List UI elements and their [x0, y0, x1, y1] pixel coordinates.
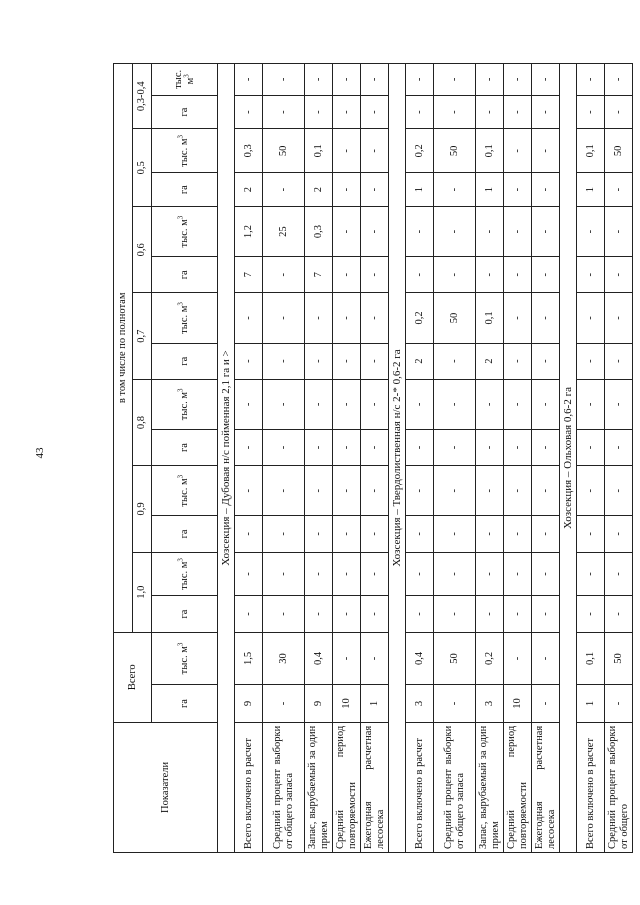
density-group-header: в том числе по полнотам: [114, 64, 133, 633]
table-cell: -: [434, 95, 476, 129]
table-cell: -: [263, 685, 305, 723]
table-cell: 30: [263, 632, 305, 685]
table-row: [504, 64, 532, 853]
table-cell: -: [504, 596, 532, 632]
table-cell: -: [263, 343, 305, 379]
table-row: [263, 64, 305, 853]
table-cell: -: [333, 516, 361, 552]
table-cell: -: [333, 95, 361, 129]
section-title: Хозсекция – Ольховая 0,6-2 га: [560, 64, 577, 853]
table-cell: -: [333, 173, 361, 207]
table-cell: 1: [476, 173, 504, 207]
row-label: Запас, вырубаемый за один прием: [305, 722, 333, 852]
unit-volume-header: тыс. $м^3$: [152, 64, 218, 96]
table-cell: -: [504, 64, 532, 96]
unit-volume-header: тыс. $м^3$: [152, 293, 218, 343]
unit-volume-header: тыс. $м^3$: [152, 379, 218, 429]
table-cell: 2: [305, 173, 333, 207]
table-cell: 0,4: [305, 632, 333, 685]
table-cell: 9: [235, 685, 263, 723]
table-cell: -: [235, 429, 263, 465]
table-cell: -: [333, 207, 361, 257]
table-cell: -: [333, 257, 361, 293]
rotated-table-frame: [113, 63, 630, 853]
table-cell: -: [434, 516, 476, 552]
table-cell: -: [406, 257, 434, 293]
table-cell: -: [263, 596, 305, 632]
table-cell: -: [504, 429, 532, 465]
table-cell: -: [361, 257, 389, 293]
table-cell: -: [577, 429, 605, 465]
table-cell: -: [504, 379, 532, 429]
table-cell: -: [361, 95, 389, 129]
unit-ha-header: га: [152, 516, 218, 552]
table-cell: -: [504, 207, 532, 257]
table-cell: -: [504, 466, 532, 516]
table-cell: -: [305, 293, 333, 343]
section-row: [560, 64, 577, 853]
table-cell: -: [333, 379, 361, 429]
table-cell: -: [406, 466, 434, 516]
table-cell: -: [532, 632, 560, 685]
unit-ha-header: га: [152, 685, 218, 723]
table-cell: -: [263, 379, 305, 429]
table-cell: -: [305, 95, 333, 129]
table-body: [218, 64, 633, 853]
section-title: Хозсекция – Дубовая н/с пойменная 2,1 га и >: [218, 64, 235, 853]
section-title: Хозсекция – Твердолиственная н/с 2-* 0,6-2 га: [389, 64, 406, 853]
table-cell: -: [333, 429, 361, 465]
table-cell: -: [605, 343, 633, 379]
table-cell: -: [434, 207, 476, 257]
table-cell: -: [532, 466, 560, 516]
density-class-header: 0,8: [133, 379, 152, 465]
row-label: Ежегодная расчетная лесосека: [532, 722, 560, 852]
table-cell: -: [532, 257, 560, 293]
table-cell: -: [434, 552, 476, 596]
table-cell: -: [605, 429, 633, 465]
table-cell: -: [406, 429, 434, 465]
table-cell: -: [476, 379, 504, 429]
table-cell: 7: [235, 257, 263, 293]
table-cell: -: [504, 632, 532, 685]
unit-volume-header: тыс. $м^3$: [152, 129, 218, 173]
table-cell: -: [476, 95, 504, 129]
table-cell: -: [605, 293, 633, 343]
table-cell: -: [504, 173, 532, 207]
table-cell: -: [263, 516, 305, 552]
table-cell: -: [476, 466, 504, 516]
row-label: Средний период повторяемости: [504, 722, 532, 852]
table-cell: -: [406, 64, 434, 96]
row-label: Запас, вырубаемый за один прием: [476, 722, 504, 852]
unit-ha-header: га: [152, 429, 218, 465]
table-cell: -: [434, 64, 476, 96]
table-cell: -: [532, 343, 560, 379]
table-cell: 1: [577, 685, 605, 723]
table-cell: -: [305, 552, 333, 596]
table-cell: -: [263, 293, 305, 343]
table-cell: -: [235, 379, 263, 429]
table-cell: -: [333, 632, 361, 685]
row-label: Средний процент выборки от общего запаса: [263, 722, 305, 852]
table-cell: -: [263, 64, 305, 96]
table-cell: -: [333, 552, 361, 596]
table-cell: -: [532, 429, 560, 465]
unit-volume-header: тыс. $м^3$: [152, 207, 218, 257]
table-row: [305, 64, 333, 853]
row-label: Средний период повторяемости: [333, 722, 361, 852]
table-cell: 0,1: [476, 293, 504, 343]
allowable-cut-table: [113, 63, 633, 853]
table-cell: 1: [406, 173, 434, 207]
table-cell: -: [532, 293, 560, 343]
table-cell: 50: [263, 129, 305, 173]
table-cell: -: [361, 64, 389, 96]
table-cell: 1: [361, 685, 389, 723]
table-cell: 0,1: [577, 632, 605, 685]
table-cell: -: [434, 343, 476, 379]
table-cell: -: [434, 596, 476, 632]
table-cell: -: [577, 293, 605, 343]
table-cell: -: [476, 64, 504, 96]
table-cell: -: [577, 343, 605, 379]
section-row: [218, 64, 235, 853]
table-cell: -: [406, 596, 434, 632]
table-cell: -: [605, 207, 633, 257]
row-header-label: Показатели: [114, 722, 218, 852]
table-cell: -: [504, 95, 532, 129]
table-cell: 0,3: [235, 129, 263, 173]
table-cell: -: [532, 685, 560, 723]
table-cell: -: [305, 596, 333, 632]
row-label: Всего включено в расчет: [577, 722, 605, 852]
table-cell: -: [263, 466, 305, 516]
table-cell: -: [504, 293, 532, 343]
table-cell: 10: [504, 685, 532, 723]
unit-volume-header: тыс. $м^3$: [152, 632, 218, 685]
unit-volume-header: тыс. $м^3$: [152, 552, 218, 596]
table-cell: -: [577, 95, 605, 129]
table-header: [114, 64, 218, 853]
table-row: [235, 64, 263, 853]
table-cell: -: [361, 429, 389, 465]
density-class-header: 0,6: [133, 207, 152, 293]
table-cell: -: [577, 379, 605, 429]
table-cell: 0,4: [406, 632, 434, 685]
table-cell: -: [532, 95, 560, 129]
table-cell: -: [305, 466, 333, 516]
table-cell: -: [476, 516, 504, 552]
table-cell: -: [434, 429, 476, 465]
table-cell: -: [476, 552, 504, 596]
table-cell: -: [577, 64, 605, 96]
unit-ha-header: га: [152, 95, 218, 129]
table-row: [476, 64, 504, 853]
table-cell: -: [235, 596, 263, 632]
table-cell: 10: [333, 685, 361, 723]
row-label: Средний процент выборки от общего запаса: [434, 722, 476, 852]
table-cell: -: [434, 379, 476, 429]
table-cell: -: [305, 429, 333, 465]
table-cell: -: [361, 596, 389, 632]
density-class-header: 1,0: [133, 552, 152, 632]
unit-ha-header: га: [152, 173, 218, 207]
table-cell: -: [476, 596, 504, 632]
table-cell: -: [532, 129, 560, 173]
table-row: [361, 64, 389, 853]
row-label: Всего включено в расчет: [406, 722, 434, 852]
unit-ha-header: га: [152, 343, 218, 379]
table-cell: -: [532, 64, 560, 96]
table-cell: 50: [434, 129, 476, 173]
table-cell: -: [305, 516, 333, 552]
row-label: Ежегодная расчетная лесосека: [361, 722, 389, 852]
table-cell: -: [235, 95, 263, 129]
table-cell: 50: [605, 632, 633, 685]
row-label: Средний процент выборки от общего: [605, 722, 633, 852]
table-cell: -: [361, 207, 389, 257]
table-cell: -: [577, 207, 605, 257]
table-cell: -: [532, 379, 560, 429]
table-cell: 50: [434, 632, 476, 685]
table-cell: -: [406, 207, 434, 257]
table-cell: -: [406, 95, 434, 129]
table-cell: -: [577, 466, 605, 516]
table-cell: -: [333, 293, 361, 343]
table-cell: -: [305, 379, 333, 429]
unit-ha-header: га: [152, 596, 218, 632]
table-cell: -: [605, 64, 633, 96]
table-cell: 2: [406, 343, 434, 379]
table-cell: 1,2: [235, 207, 263, 257]
table-cell: -: [605, 466, 633, 516]
table-cell: 7: [305, 257, 333, 293]
table-cell: -: [361, 293, 389, 343]
table-cell: -: [361, 173, 389, 207]
table-cell: 50: [434, 293, 476, 343]
unit-ha-header: га: [152, 257, 218, 293]
table-cell: -: [504, 129, 532, 173]
table-cell: 0,2: [406, 129, 434, 173]
table-cell: -: [577, 552, 605, 596]
table-cell: -: [434, 685, 476, 723]
table-cell: -: [333, 64, 361, 96]
table-cell: -: [605, 379, 633, 429]
table-cell: -: [263, 95, 305, 129]
table-cell: -: [406, 552, 434, 596]
density-class-header: 0,3-0,4: [133, 64, 152, 129]
table-cell: -: [406, 379, 434, 429]
table-cell: -: [504, 257, 532, 293]
table-cell: -: [235, 516, 263, 552]
table-cell: 3: [476, 685, 504, 723]
density-class-header: 0,7: [133, 293, 152, 379]
table-cell: -: [361, 466, 389, 516]
table-cell: 0,1: [476, 129, 504, 173]
table-row: [434, 64, 476, 853]
table-cell: -: [361, 379, 389, 429]
table-cell: -: [333, 596, 361, 632]
table-cell: -: [361, 129, 389, 173]
table-cell: -: [406, 516, 434, 552]
table-cell: 0,1: [305, 129, 333, 173]
table-cell: -: [532, 207, 560, 257]
table-cell: 2: [235, 173, 263, 207]
density-class-header: 0,5: [133, 129, 152, 207]
table-cell: -: [235, 64, 263, 96]
table-cell: -: [235, 293, 263, 343]
table-cell: -: [476, 429, 504, 465]
table-cell: -: [263, 173, 305, 207]
table-cell: 1,5: [235, 632, 263, 685]
table-cell: -: [434, 466, 476, 516]
table-cell: 1: [577, 173, 605, 207]
table-cell: -: [605, 516, 633, 552]
table-cell: -: [605, 685, 633, 723]
table-cell: 0,1: [577, 129, 605, 173]
total-header: Всего: [114, 632, 152, 722]
table-cell: -: [333, 466, 361, 516]
density-class-header: 0,9: [133, 466, 152, 552]
table-cell: -: [333, 343, 361, 379]
table-cell: -: [577, 596, 605, 632]
table-cell: -: [305, 343, 333, 379]
table-cell: -: [532, 596, 560, 632]
table-cell: 25: [263, 207, 305, 257]
unit-volume-header: тыс. $м^3$: [152, 466, 218, 516]
table-cell: -: [605, 95, 633, 129]
table-cell: 0,2: [406, 293, 434, 343]
table-cell: -: [532, 516, 560, 552]
table-cell: -: [361, 343, 389, 379]
table-row: [577, 64, 605, 853]
table-cell: -: [333, 129, 361, 173]
table-cell: 0,3: [305, 207, 333, 257]
table-cell: 3: [406, 685, 434, 723]
table-cell: -: [434, 257, 476, 293]
page-number: 43: [34, 447, 46, 459]
table-cell: -: [434, 173, 476, 207]
table-cell: -: [504, 516, 532, 552]
table-cell: -: [532, 173, 560, 207]
table-cell: -: [532, 552, 560, 596]
table-cell: -: [263, 257, 305, 293]
table-cell: -: [476, 257, 504, 293]
table-cell: -: [361, 516, 389, 552]
table-cell: -: [235, 466, 263, 516]
table-cell: -: [263, 552, 305, 596]
table-cell: -: [263, 429, 305, 465]
table-cell: -: [305, 64, 333, 96]
table-row: [406, 64, 434, 853]
table-cell: 9: [305, 685, 333, 723]
table-cell: -: [577, 257, 605, 293]
table-cell: -: [577, 516, 605, 552]
table-cell: 0,2: [476, 632, 504, 685]
table-cell: -: [361, 632, 389, 685]
table-cell: -: [235, 552, 263, 596]
row-label: Всего включено в расчет: [235, 722, 263, 852]
table-cell: -: [504, 552, 532, 596]
table-cell: -: [605, 552, 633, 596]
table-cell: -: [476, 207, 504, 257]
table-cell: -: [504, 343, 532, 379]
table-cell: -: [361, 552, 389, 596]
table-cell: 50: [605, 129, 633, 173]
table-row: [333, 64, 361, 853]
table-row: [605, 64, 633, 853]
section-row: [389, 64, 406, 853]
table-row: [532, 64, 560, 853]
table-cell: -: [605, 596, 633, 632]
table-cell: -: [235, 343, 263, 379]
table-cell: -: [605, 173, 633, 207]
table-cell: -: [605, 257, 633, 293]
table-cell: 2: [476, 343, 504, 379]
